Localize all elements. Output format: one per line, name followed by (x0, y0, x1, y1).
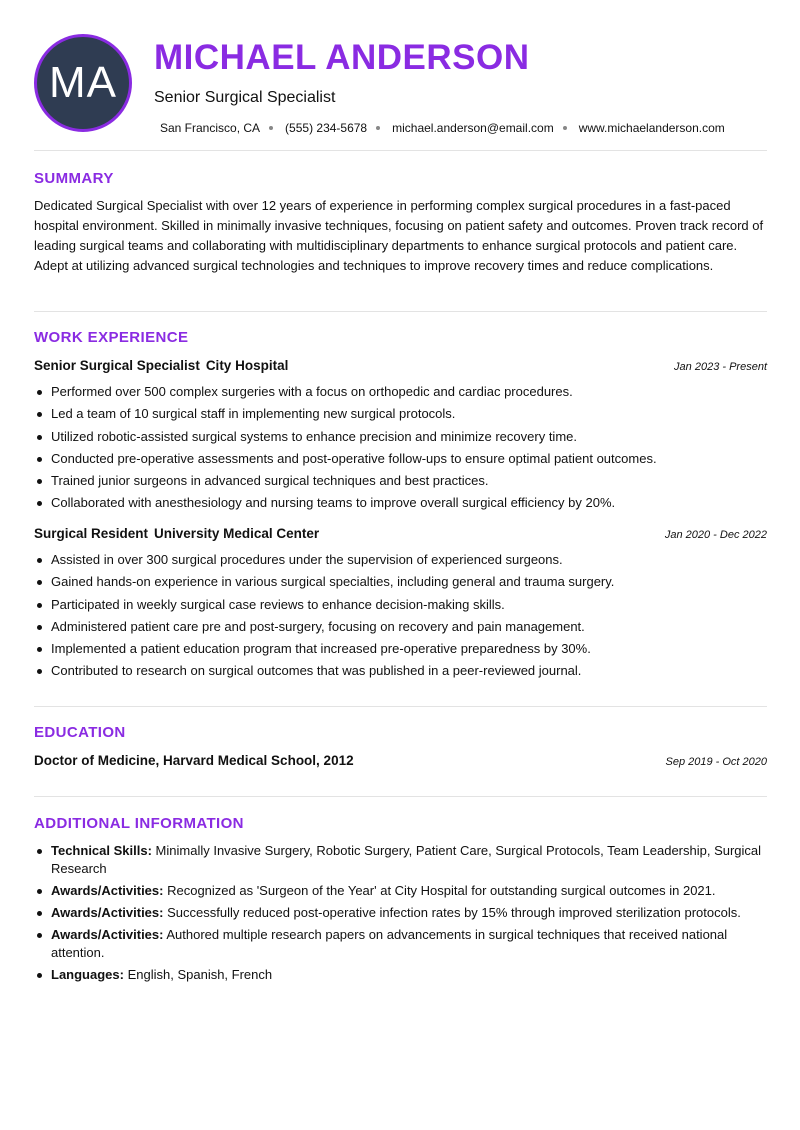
education-divider (34, 796, 767, 797)
avatar (34, 34, 132, 132)
list-item: Assisted in over 300 surgical procedures under the supervision of experienced surgeons. (51, 549, 784, 571)
list-item: Participated in weekly surgical case reviews to enhance decision-making skills. (51, 594, 784, 616)
info-text: Minimally Invasive Surgery, Robotic Surgery, Patient Care, Surgical Protocols, Team Leadership, Surgical Research (51, 843, 762, 876)
avatar-initials: MA (49, 58, 117, 107)
experience-divider (34, 706, 767, 707)
list-item: Administered patient care pre and post-surgery, focusing on recovery and pain management. (51, 616, 784, 638)
list-item: Conducted pre-operative assessments and post-operative follow-ups to ensure optimal patient outcomes. (51, 448, 784, 470)
job-header (34, 358, 767, 373)
list-item (51, 904, 784, 922)
info-text: English, Spanish, French (127, 967, 273, 982)
section-title-education: EDUCATION (34, 724, 126, 741)
info-text: Authored multiple research papers on advancements in surgical techniques that received national attention. (51, 927, 728, 960)
contact-website[interactable]: www.michaelanderson.com (578, 121, 725, 135)
job-title (34, 526, 319, 541)
job-header (34, 526, 767, 541)
info-text: Successfully reduced post-operative infection rates by 15% through improved sterilization protocols. (167, 905, 741, 920)
contact-email[interactable]: michael.anderson@email.com (392, 121, 554, 135)
job-role: Senior Surgical Specialist (34, 358, 200, 373)
education-entry (34, 753, 767, 768)
summary-text: Dedicated Surgical Specialist with over 12 years of experience in performing complex surgical procedures in a fast-paced hospital environment. Skilled in minimally invasive techniques, focusing on patient safety and outcomes. Proven track record of leading surgical teams and collaborating with multidisciplinary departments to enhance surgical protocols and patient care. Adept at utilizing advanced surgical technologies and techniques to improve recovery times and reduce complications. (34, 198, 764, 273)
contact-location: San Francisco, CA (160, 121, 261, 135)
candidate-name: MICHAEL ANDERSON (154, 38, 530, 77)
candidate-role: Senior Surgical Specialist (154, 89, 336, 106)
job-organization: City Hospital (205, 358, 289, 373)
info-text: Recognized as 'Surgeon of the Year' at City Hospital for outstanding surgical outcomes in 2021. (167, 883, 716, 898)
list-item: Collaborated with anesthesiology and nursing teams to improve overall surgical efficiency by 20%. (51, 492, 784, 514)
resume-header (34, 0, 767, 150)
list-item (51, 882, 784, 900)
summary-divider (34, 311, 767, 312)
education-degree: Doctor of Medicine, Harvard Medical School, 2012 (34, 753, 354, 768)
list-item: Utilized robotic-assisted surgical systems to enhance precision and minimize recovery time. (51, 426, 784, 448)
info-label: Languages: (51, 967, 124, 982)
info-label: Technical Skills: (51, 843, 152, 858)
job-title (34, 358, 288, 373)
job-bullets (34, 381, 784, 515)
job-bullets (34, 549, 784, 683)
info-label: Awards/Activities: (51, 905, 164, 920)
section-title-summary: SUMMARY (34, 170, 114, 187)
list-item (51, 926, 784, 962)
job-role: Surgical Resident (34, 526, 149, 541)
job-organization: University Medical Center (154, 526, 320, 541)
info-label: Awards/Activities: (51, 883, 164, 898)
additional-info-list (34, 842, 784, 988)
section-title-experience: WORK EXPERIENCE (34, 329, 189, 346)
list-item: Performed over 500 complex surgeries with a focus on orthopedic and cardiac procedures. (51, 381, 784, 403)
list-item: Led a team of 10 surgical staff in implementing new surgical protocols. (51, 403, 784, 425)
resume-page (34, 0, 767, 982)
job-dates: Jan 2020 - Dec 2022 (664, 529, 767, 541)
list-item: Trained junior surgeons in advanced surgical techniques and best practices. (51, 470, 784, 492)
separator-dot-icon (376, 126, 380, 130)
list-item: Contributed to research on surgical outcomes that was published in a peer-reviewed journal. (51, 660, 784, 682)
contact-phone: (555) 234-5678 (285, 121, 368, 135)
list-item: Gained hands-on experience in various surgical specialties, including general and trauma surgery. (51, 571, 784, 593)
list-item: Implemented a patient education program that increased pre-operative preparedness by 30%. (51, 638, 784, 660)
header-divider (34, 150, 767, 151)
info-label: Awards/Activities: (51, 927, 164, 942)
job-dates: Jan 2023 - Present (674, 361, 767, 373)
education-dates: Sep 2019 - Oct 2020 (665, 756, 767, 768)
separator-dot-icon (269, 126, 273, 130)
list-item (51, 966, 784, 984)
list-item (51, 842, 784, 878)
contact-info (160, 120, 725, 136)
section-title-additional: ADDITIONAL INFORMATION (34, 815, 244, 832)
separator-dot-icon (563, 126, 567, 130)
